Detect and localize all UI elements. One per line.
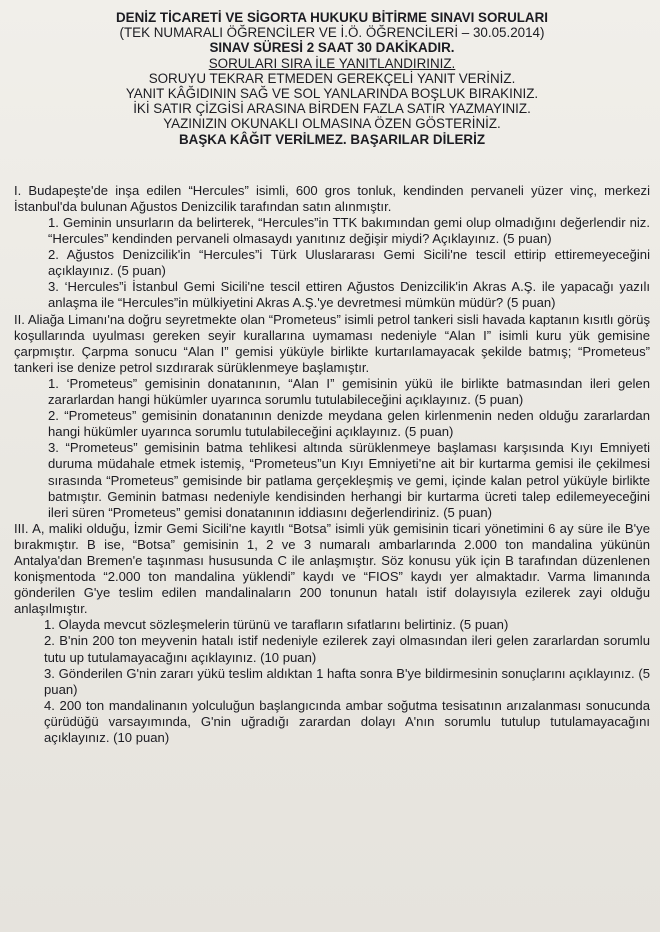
- question-3-sub-3: 3. Gönderilen G'nin zararı yükü teslim aldıktan 1 hafta sonra B'ye bildirmesinin sonuçlarını açıklayınız. (5 puan): [44, 665, 650, 697]
- question-1-sub-1: 1. Geminin unsurların da belirterek, “Hercules”in TTK bakımından gemi olup olmadığını değerlendir niz. “Hercules” kendinden pervaneli olmasaydı yanıtınız değişir miydi? Açıklayınız. (5 puan): [48, 215, 650, 247]
- exam-header: [14, 10, 650, 147]
- exam-subtitle: (TEK NUMARALI ÖĞRENCİLER VE İ.Ö. ÖĞRENCİLERİ – 30.05.2014): [119, 25, 545, 41]
- question-1-intro: I. Budapeşte'de inşa edilen “Hercules” isimli, 600 gros tonluk, kendinden pervaneli yüzer vinç, merkezi İstanbul'da bulunan Ağustos Denizcilik tarafından satın alınmıştır.: [14, 182, 650, 214]
- question-3-sub-2: 2. B'nin 200 ton meyvenin hatalı istif nedeniyle ezilerek zayi olmasından ileri gelen zararlardan sorumlu tutu up tutulamayacağını açıklayınız. (10 puan): [44, 633, 650, 665]
- question-2-sub-2: 2. “Prometeus” gemisinin donatanının denizde meydana gelen kirlenmenin neden olduğu zararlardan hangi hükümler uyarınca sorumlu tutulabileceğini açıklayınız. (5 puan): [48, 408, 650, 440]
- instruction-justify: SORUYU TEKRAR ETMEDEN GEREKÇELİ YANIT VERİNİZ.: [148, 70, 516, 86]
- question-3-sub-4: 4. 200 ton mandalinanın yolculuğun başlangıcında ambar soğutma tesisatının arızalanması sonucunda çürüdüğü varsayımında, G'nin uğradığı zarardan dolayı A'nın sorumlu tutulup tutulamayacağını açıklayınız. (10 puan): [44, 697, 650, 746]
- instruction-closing: BAŞKA KÂĞIT VERİLMEZ. BAŞARILAR DİLERİZ: [179, 131, 485, 147]
- exam-title: DENİZ TİCARETİ VE SİGORTA HUKUKU BİTİRME SINAVI SORULARI: [116, 10, 548, 25]
- instruction-legible: YAZINIZIN OKUNAKLI OLMASINA ÖZEN GÖSTERİNİZ.: [163, 116, 501, 132]
- question-3-sub-1: 1. Olayda mevcut sözleşmelerin türünü ve tarafların sıfatlarını belirtiniz. (5 puan): [44, 617, 509, 633]
- instruction-order: SORULARI SIRA İLE YANITLANDIRINIZ.: [208, 55, 456, 71]
- question-1-sub-2: 2. Ağustos Denizcilik'in “Hercules”i Türk Uluslararası Gemi Sicili'ne tescil ettirip ettiremeyeceğini açıklayınız. (5 puan): [48, 247, 650, 279]
- exam-duration: SINAV SÜRESİ 2 SAAT 30 DAKİKADIR.: [209, 40, 455, 56]
- question-2-sub-3: 3. “Prometeus” gemisinin batma tehlikesi altında sürüklenmeye başlaması karşısında Kıyı Emniyeti duruma müdahale etmek istemiş, “Prometeus”un Kıyı Emniyeti'ne ait bir kurtarma gemisi ile çekilmesi sırasında “Prometeus” gemisinde bir patlama gerçekleşmiş ve gemi, içinde kalan petrol yüküyle birlikte batmıştır. Geminin batması nedeniyle kendisinden herhangi bir kurtarma ücreti talep edilemeyeceğini ileri süren “Prometeus” gemisi donatanının iddiasını değerlendiriniz. (5 puan): [48, 440, 650, 520]
- instruction-margins: YANIT KÂĞIDININ SAĞ VE SOL YANLARINDA BOŞLUK BIRAKINIZ.: [125, 86, 539, 102]
- question-3-intro: III. A, maliki olduğu, İzmir Gemi Sicili'ne kayıtlı “Botsa” isimli yük gemisinin ticari yönetimini 6 ay süre ile B'ye bırakmıştır. B ise, “Botsa” gemisinin 1, 2 ve 3 numaralı ambarlarında 2.000 ton mandalina yükünün Antalya'dan Bremen'e taşınması hususunda C ile anlaşmıştır. Söz konusu yük için B tarafından düzenlenen konişmentoda “2.000 ton mandalina yüklendi” kaydı ve “FIOS” kaydı yer almaktadır. Varma limanında gönderilen G'ye teslim edilen mandalinaların 200 tonunun hatalı istif dolayısıyla ezilerek zayi olduğu anlaşılmıştır.: [14, 520, 650, 617]
- exam-questions: [14, 183, 650, 746]
- question-1-sub-3: 3. ‘Hercules”i İstanbul Gemi Sicili'ne tescil ettiren Ağustos Denizcilik'in Akras A.Ş. ile yapacağı yazılı anlaşma ile “Hercules”in mülkiyetini Akras A.Ş.'ye devretmesi mümkün müdür? (5 puan): [48, 279, 650, 311]
- question-2-sub-1: 1. ‘Prometeus” gemisinin donatanının, “Alan I” gemisinin yükü ile birlikte batmasından ileri gelen zararlardan hangi hükümler uyarınca sorumlu tutulabileceğini açıklayınız. (5 puan): [48, 375, 650, 408]
- question-2-intro: II. Aliağa Limanı'na doğru seyretmekte olan “Prometeus” isimli petrol tankeri sisli havada kaptanın kısıtlı görüş koşullarında uyulması gereken seyir kurallarına uymaması nedeniyle “Alan I” isimli kuru yük gemisine çarpmıştır. Çarpma sonucu “Alan I” gemisi yüküyle birlikte kurtarılamayacak şekilde batmış; “Prometeus” tankeri ise denize petrol sızdırarak sürüklenmeye başlamıştır.: [14, 311, 650, 375]
- instruction-lines: İKİ SATIR ÇİZGİSİ ARASINA BİRDEN FAZLA SATIR YAZMAYINIZ.: [133, 101, 531, 117]
